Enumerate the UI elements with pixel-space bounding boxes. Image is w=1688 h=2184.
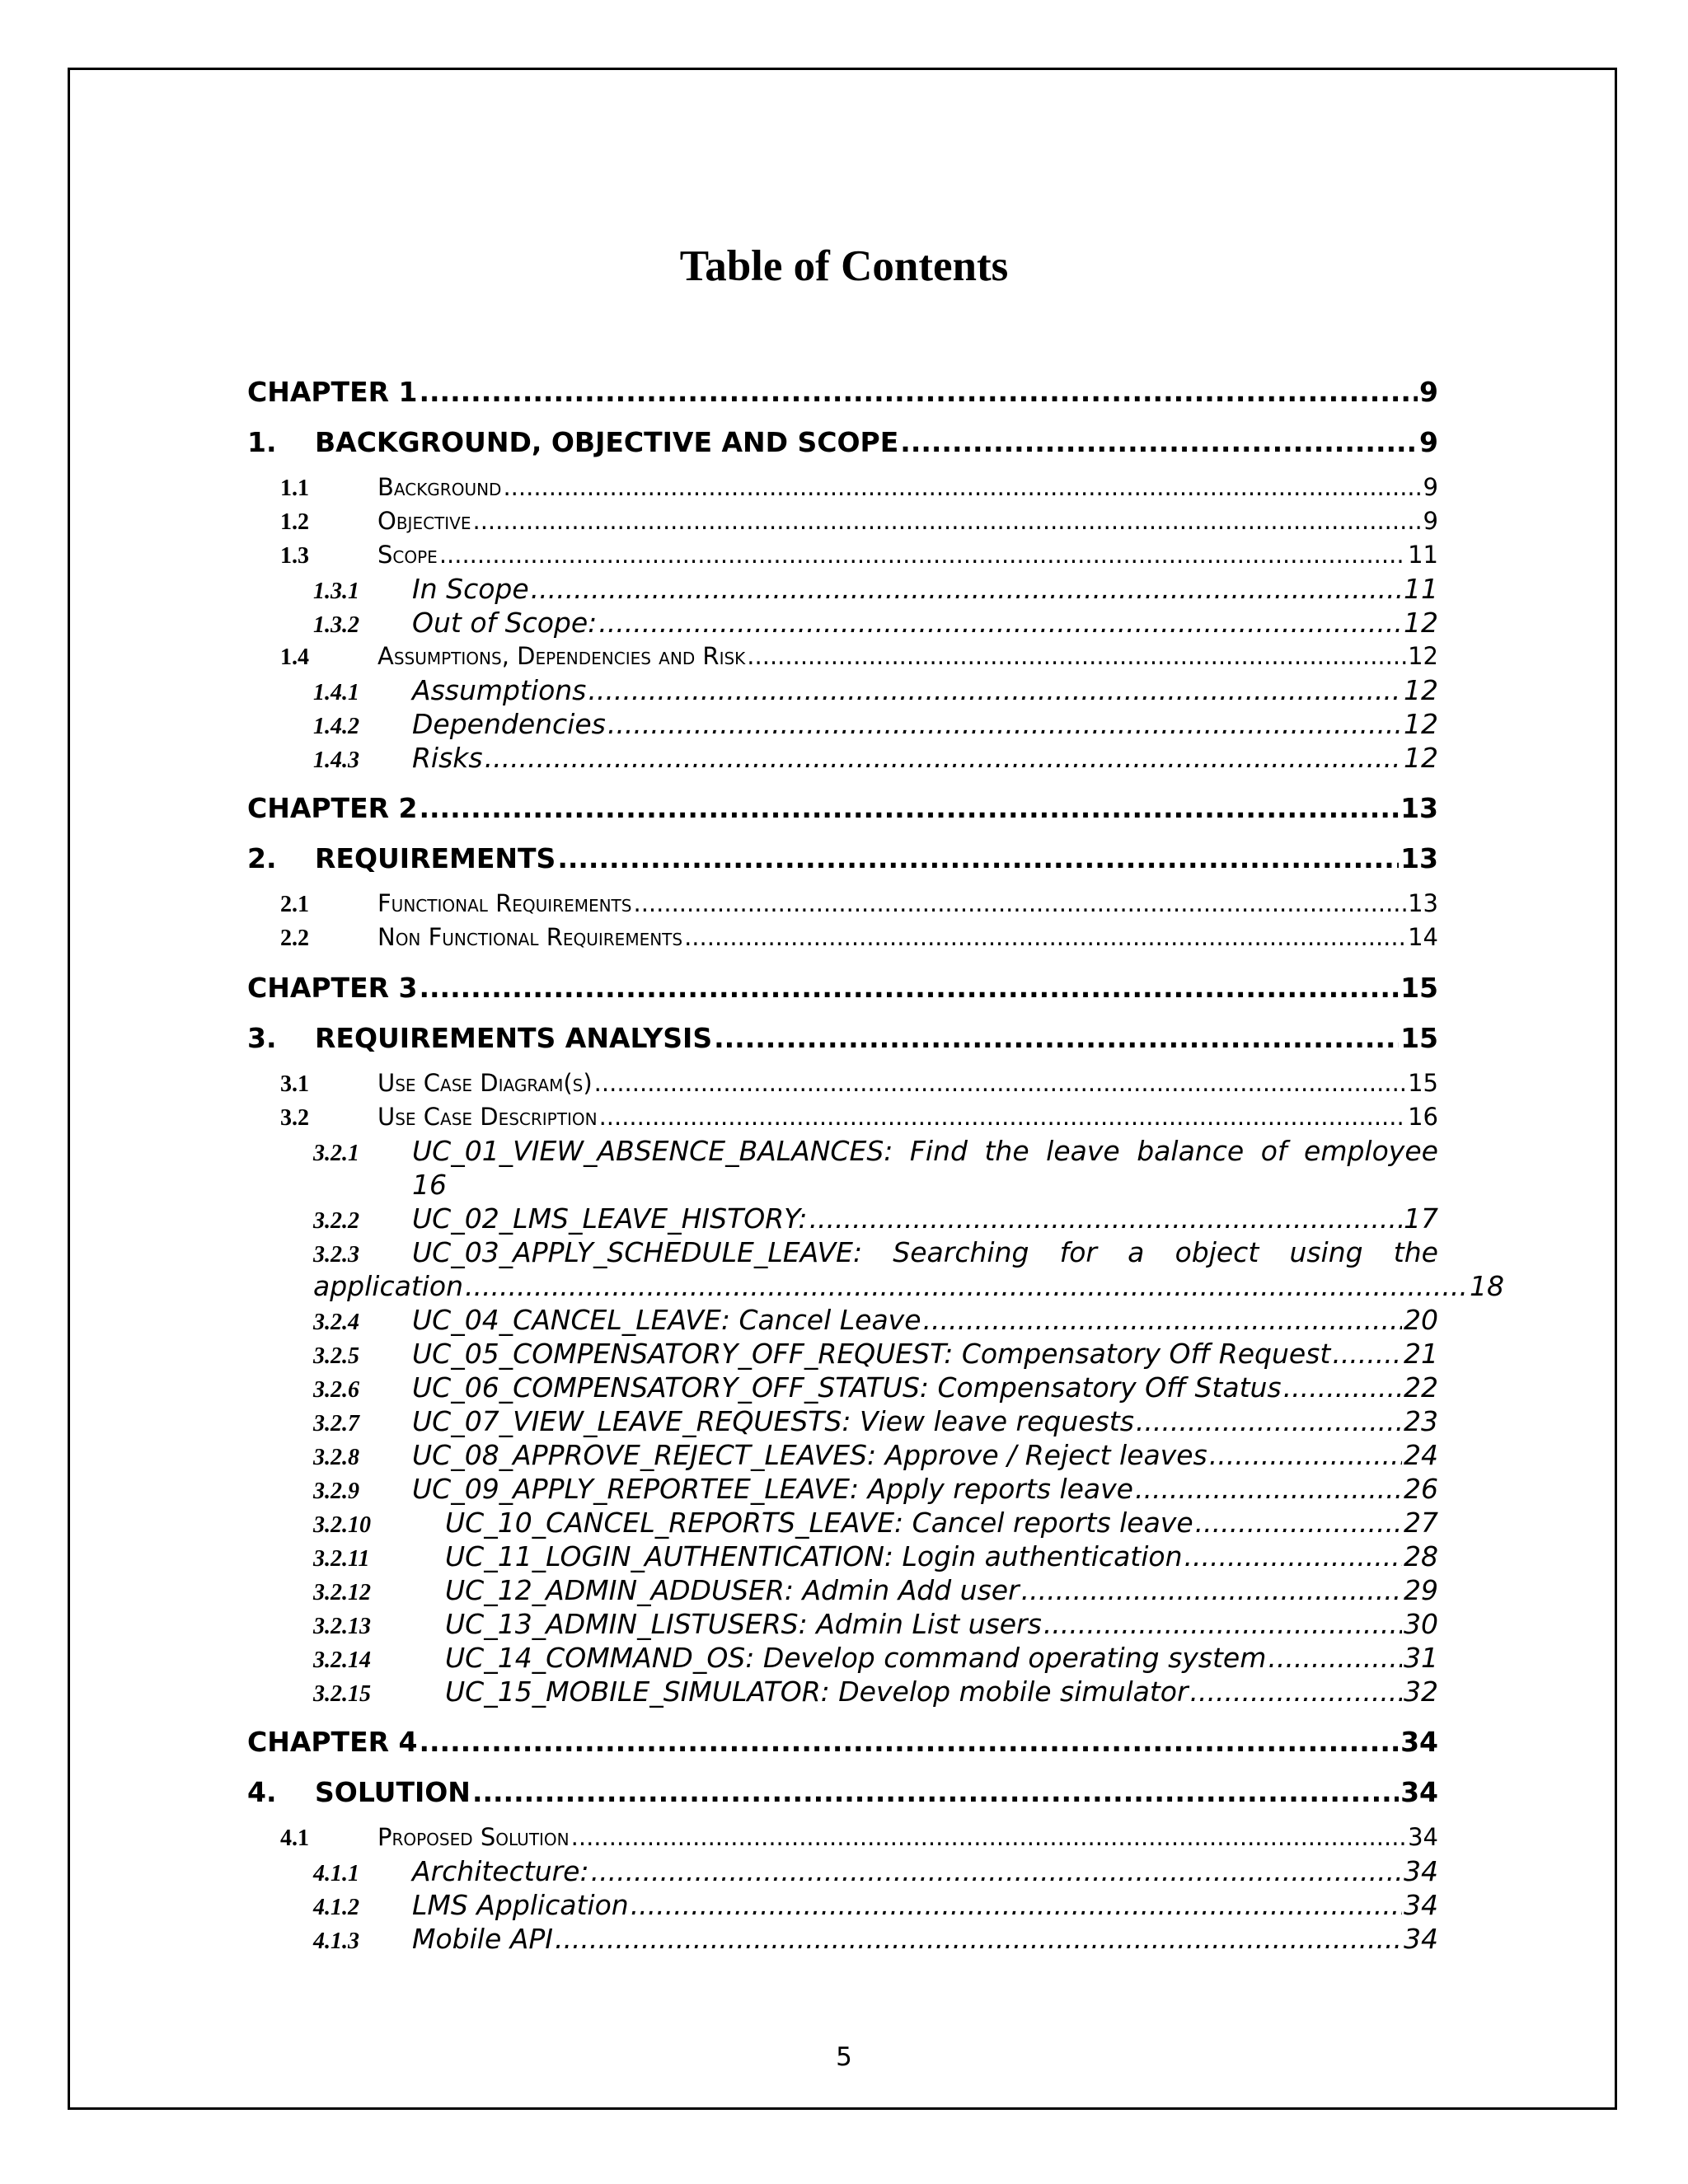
toc-entry[interactable] (247, 1506, 1438, 1540)
toc-entry[interactable] (247, 791, 1438, 825)
toc-page: 31 (1404, 1642, 1438, 1674)
toc-label: SOLUTION (315, 1776, 471, 1808)
toc-label: Mobile API (412, 1923, 553, 1955)
toc-leader (1209, 1438, 1402, 1472)
toc-page: 15 (1400, 1022, 1438, 1054)
toc-entry[interactable] (247, 1573, 1438, 1607)
toc-label: Out of Scope: (412, 607, 598, 639)
toc-page: 13 (1400, 842, 1438, 874)
toc-entry[interactable] (247, 1922, 1438, 1956)
toc-leader (1190, 1675, 1402, 1708)
toc-leader (1136, 1404, 1402, 1438)
toc-leader (598, 606, 1402, 640)
toc-label: Proposed Solution (377, 1823, 570, 1851)
toc-entry[interactable] (247, 1371, 1438, 1404)
toc-page: 9 (1423, 473, 1438, 501)
toc-label: Risks (412, 742, 483, 774)
toc-entry[interactable] (247, 1725, 1438, 1759)
toc-page: 20 (1404, 1304, 1438, 1336)
toc-number: 3.2.2 (313, 1208, 359, 1234)
toc-entry[interactable] (247, 425, 1438, 459)
toc-label: Use Case Diagram(s) (377, 1069, 593, 1097)
toc-number: 4.1.3 (313, 1929, 359, 1954)
toc-label: Functional Requirements (377, 889, 632, 917)
toc-label: Architecture: (412, 1855, 589, 1887)
toc-number: 1.1 (280, 476, 309, 501)
toc-label: UC_08_APPROVE_REJECT_LEAVES: Approve / Reject leaves (412, 1439, 1207, 1471)
toc-number: 3.2.6 (313, 1377, 359, 1403)
toc-page: 12 (1404, 708, 1438, 740)
toc-leader (465, 1269, 1468, 1303)
toc-page: 21 (1404, 1338, 1438, 1370)
toc-entry[interactable] (247, 1472, 1438, 1506)
toc-leader (557, 841, 1399, 875)
toc-entry[interactable] (247, 741, 1438, 775)
toc-page: 26 (1404, 1473, 1438, 1505)
toc-label: UC_11_LOGIN_AUTHENTICATION: Login authentication (445, 1540, 1183, 1572)
toc-page: 23 (1404, 1405, 1438, 1437)
toc-number: 3.2.9 (313, 1479, 359, 1504)
toc-label: Scope (377, 541, 438, 569)
page-number: 5 (836, 2042, 852, 2072)
toc-number: 1.4.2 (313, 714, 359, 739)
toc-leader (1268, 1641, 1402, 1675)
toc-entry[interactable] (247, 1134, 1438, 1168)
toc-label: BACKGROUND, OBJECTIVE AND SCOPE (315, 426, 899, 458)
toc-page: 28 (1404, 1540, 1438, 1572)
toc-entry[interactable] (247, 1202, 1438, 1235)
toc-page: 9 (1423, 507, 1438, 535)
toc-page: 34 (1408, 1823, 1438, 1851)
toc-leader (485, 741, 1402, 775)
toc-leader (571, 1821, 1406, 1854)
toc-number: 3.2 (280, 1105, 309, 1131)
toc-number: 1.4.1 (313, 680, 359, 705)
toc-entry[interactable] (247, 1337, 1438, 1371)
toc-leader (419, 375, 1418, 409)
toc-label: Non Functional Requirements (377, 923, 683, 951)
toc-entry[interactable] (247, 538, 1438, 572)
toc-number: 3.2.13 (313, 1614, 371, 1639)
toc-page: 15 (1400, 972, 1438, 1004)
toc-leader (588, 673, 1402, 707)
toc-page: 14 (1408, 923, 1438, 951)
toc-leader (472, 1775, 1399, 1809)
toc-chapter: CHAPTER 2 (247, 792, 418, 824)
toc-leader (923, 1303, 1403, 1337)
toc-page: 11 (1404, 573, 1438, 605)
toc-leader (1195, 1506, 1402, 1540)
toc-chapter: CHAPTER 4 (247, 1726, 418, 1758)
toc-page: 16 (1408, 1103, 1438, 1131)
toc-page: 13 (1400, 792, 1438, 824)
toc-number: 3. (247, 1022, 277, 1054)
toc-number: 1. (247, 426, 277, 458)
toc-leader (419, 1725, 1399, 1759)
toc-entry[interactable] (247, 471, 1438, 504)
toc-page: 9 (1419, 376, 1438, 408)
toc-number: 2.1 (280, 892, 309, 917)
toc-page: 16 (412, 1169, 447, 1201)
toc-leader (419, 971, 1399, 1005)
toc-number: 4.1 (280, 1825, 309, 1851)
toc-leader (809, 1202, 1402, 1235)
toc-label: Assumptions (412, 674, 587, 706)
toc-page: 17 (1404, 1202, 1438, 1235)
toc-leader (631, 1888, 1402, 1922)
toc-number: 4. (247, 1776, 277, 1808)
toc-number: 2.2 (280, 926, 309, 951)
toc-entry[interactable] (247, 707, 1438, 741)
toc-entry[interactable] (247, 572, 1438, 606)
toc-entry[interactable] (247, 1888, 1438, 1922)
toc-number: 3.2.5 (313, 1343, 359, 1369)
toc-leader (599, 1100, 1407, 1134)
toc-entry[interactable] (247, 1269, 1504, 1303)
toc-number: 1.3.1 (313, 579, 359, 604)
toc-number: 3.2.8 (313, 1445, 359, 1470)
toc-leader (419, 791, 1399, 825)
toc-leader (439, 538, 1406, 572)
toc-label: In Scope (412, 573, 529, 605)
toc-number: 3.2.11 (313, 1546, 370, 1572)
toc-label: Use Case Description (377, 1103, 598, 1131)
toc-entry[interactable] (247, 1821, 1438, 1854)
toc-entry[interactable] (247, 1641, 1438, 1675)
toc-entry[interactable] (247, 1404, 1438, 1438)
toc-page: 34 (1404, 1923, 1438, 1955)
toc-number: 3.1 (280, 1071, 309, 1097)
toc-leader (1332, 1337, 1402, 1371)
toc-leader (594, 1066, 1406, 1100)
toc-page: 12 (1404, 674, 1438, 706)
toc-number: 3.2.3 (313, 1242, 359, 1268)
toc-page: 27 (1404, 1507, 1438, 1539)
toc-label: UC_09_APPLY_REPORTEE_LEAVE: Apply reports leave (412, 1473, 1133, 1505)
toc-page: 11 (1408, 541, 1438, 569)
toc-label: UC_03_APPLY_SCHEDULE_LEAVE: Searching for a object using the (412, 1236, 1438, 1268)
toc-number: 1.4 (280, 644, 309, 670)
toc-page: 34 (1400, 1726, 1438, 1758)
toc-entry[interactable] (247, 1438, 1438, 1472)
toc-leader (633, 887, 1406, 921)
toc-number: 3.2.14 (313, 1647, 371, 1673)
toc-leader (684, 921, 1406, 954)
toc-entry[interactable] (247, 1540, 1438, 1573)
toc-leader (555, 1922, 1402, 1956)
toc-number: 4.1.1 (313, 1861, 359, 1886)
toc-label: UC_02_LMS_LEAVE_HISTORY: (412, 1202, 808, 1235)
toc-page: 12 (1404, 742, 1438, 774)
toc-leader (472, 504, 1421, 538)
toc-number: 1.4.3 (313, 748, 359, 773)
toc-page: 12 (1408, 642, 1438, 670)
toc-label: application (313, 1270, 464, 1302)
toc-entry[interactable] (247, 887, 1438, 921)
toc-number: 3.2.15 (313, 1681, 371, 1707)
toc-entry[interactable] (247, 1100, 1438, 1134)
toc-entry[interactable] (247, 1675, 1438, 1708)
toc-chapter: CHAPTER 3 (247, 972, 418, 1004)
toc-page: 32 (1404, 1675, 1438, 1708)
toc-leader (531, 572, 1402, 606)
toc-number: 3.2.1 (313, 1141, 359, 1166)
toc-page: 22 (1404, 1371, 1438, 1404)
toc-entry[interactable] (247, 841, 1438, 875)
toc-entry[interactable] (247, 673, 1438, 707)
toc-entry[interactable] (247, 640, 1438, 673)
toc-label: REQUIREMENTS (315, 842, 556, 874)
toc-page: 9 (1419, 426, 1438, 458)
toc-number: 1.2 (280, 509, 309, 535)
toc-entry[interactable] (247, 1607, 1438, 1641)
toc-entry[interactable] (247, 375, 1438, 409)
toc-label: UC_15_MOBILE_SIMULATOR: Develop mobile simulator (445, 1675, 1189, 1708)
toc-label: REQUIREMENTS ANALYSIS (315, 1022, 713, 1054)
table-of-contents (247, 375, 1504, 1956)
toc-page: 12 (1404, 607, 1438, 639)
toc-page: 34 (1404, 1889, 1438, 1921)
toc-entry[interactable] (247, 1775, 1438, 1809)
toc-page: 34 (1400, 1776, 1438, 1808)
toc-number: 3.2.10 (313, 1512, 371, 1538)
toc-number: 2. (247, 842, 277, 874)
toc-number: 3.2.7 (313, 1411, 359, 1436)
toc-leader (714, 1021, 1399, 1055)
toc-page: 29 (1404, 1574, 1438, 1606)
toc-leader (1135, 1472, 1402, 1506)
toc-label: Assumptions, Dependencies and Risk (377, 642, 746, 670)
toc-entry[interactable] (247, 1235, 1438, 1269)
toc-label: Background (377, 473, 502, 501)
toc-number: 3.2.12 (313, 1580, 371, 1605)
toc-label: UC_13_ADMIN_LISTUSERS: Admin List users (445, 1608, 1042, 1640)
toc-entry[interactable] (247, 606, 1438, 640)
toc-chapter: CHAPTER 1 (247, 376, 418, 408)
toc-label: UC_04_CANCEL_LEAVE: Cancel Leave (412, 1304, 921, 1336)
toc-number: 4.1.2 (313, 1895, 359, 1920)
toc-leader (591, 1854, 1402, 1888)
toc-entry[interactable] (247, 971, 1438, 1005)
toc-page: 30 (1404, 1608, 1438, 1640)
toc-label: UC_10_CANCEL_REPORTS_LEAVE: Cancel reports leave (445, 1507, 1193, 1539)
toc-leader (503, 471, 1421, 504)
toc-leader (1043, 1607, 1402, 1641)
toc-number: 3.2.4 (313, 1310, 359, 1335)
toc-page: 18 (1470, 1270, 1504, 1302)
toc-leader (607, 707, 1402, 741)
page-title: Table of Contents (679, 242, 1009, 290)
toc-number: 1.3 (280, 543, 309, 569)
toc-entry[interactable] (247, 1066, 1438, 1100)
toc-page: 13 (1408, 889, 1438, 917)
toc-label: UC_05_COMPENSATORY_OFF_REQUEST: Compensatory Off Request (412, 1338, 1331, 1370)
toc-leader (1184, 1540, 1402, 1573)
toc-leader (1021, 1573, 1402, 1607)
toc-label: LMS Application (412, 1889, 629, 1921)
toc-leader (900, 425, 1418, 459)
toc-label: UC_07_VIEW_LEAVE_REQUESTS: View leave requests (412, 1405, 1134, 1437)
toc-page: 24 (1404, 1439, 1438, 1471)
toc-label: Dependencies (412, 708, 606, 740)
toc-entry[interactable] (247, 504, 1438, 538)
toc-label: UC_06_COMPENSATORY_OFF_STATUS: Compensatory Off Status (412, 1371, 1282, 1404)
toc-entry[interactable] (247, 1303, 1438, 1337)
toc-number: 1.3.2 (313, 612, 359, 638)
toc-leader (1283, 1371, 1402, 1404)
toc-page: 15 (1408, 1069, 1438, 1097)
toc-label: UC_12_ADMIN_ADDUSER: Admin Add user (445, 1574, 1020, 1606)
toc-page: 34 (1404, 1855, 1438, 1887)
toc-label: UC_01_VIEW_ABSENCE_BALANCES: Find the leave balance of employee (412, 1135, 1438, 1167)
toc-leader (747, 640, 1406, 673)
toc-label: Objective (377, 507, 471, 535)
toc-entry[interactable] (247, 1021, 1438, 1055)
toc-label: UC_14_COMMAND_OS: Develop command operating system (445, 1642, 1267, 1674)
toc-entry[interactable] (247, 1854, 1438, 1888)
toc-entry[interactable] (247, 921, 1438, 954)
